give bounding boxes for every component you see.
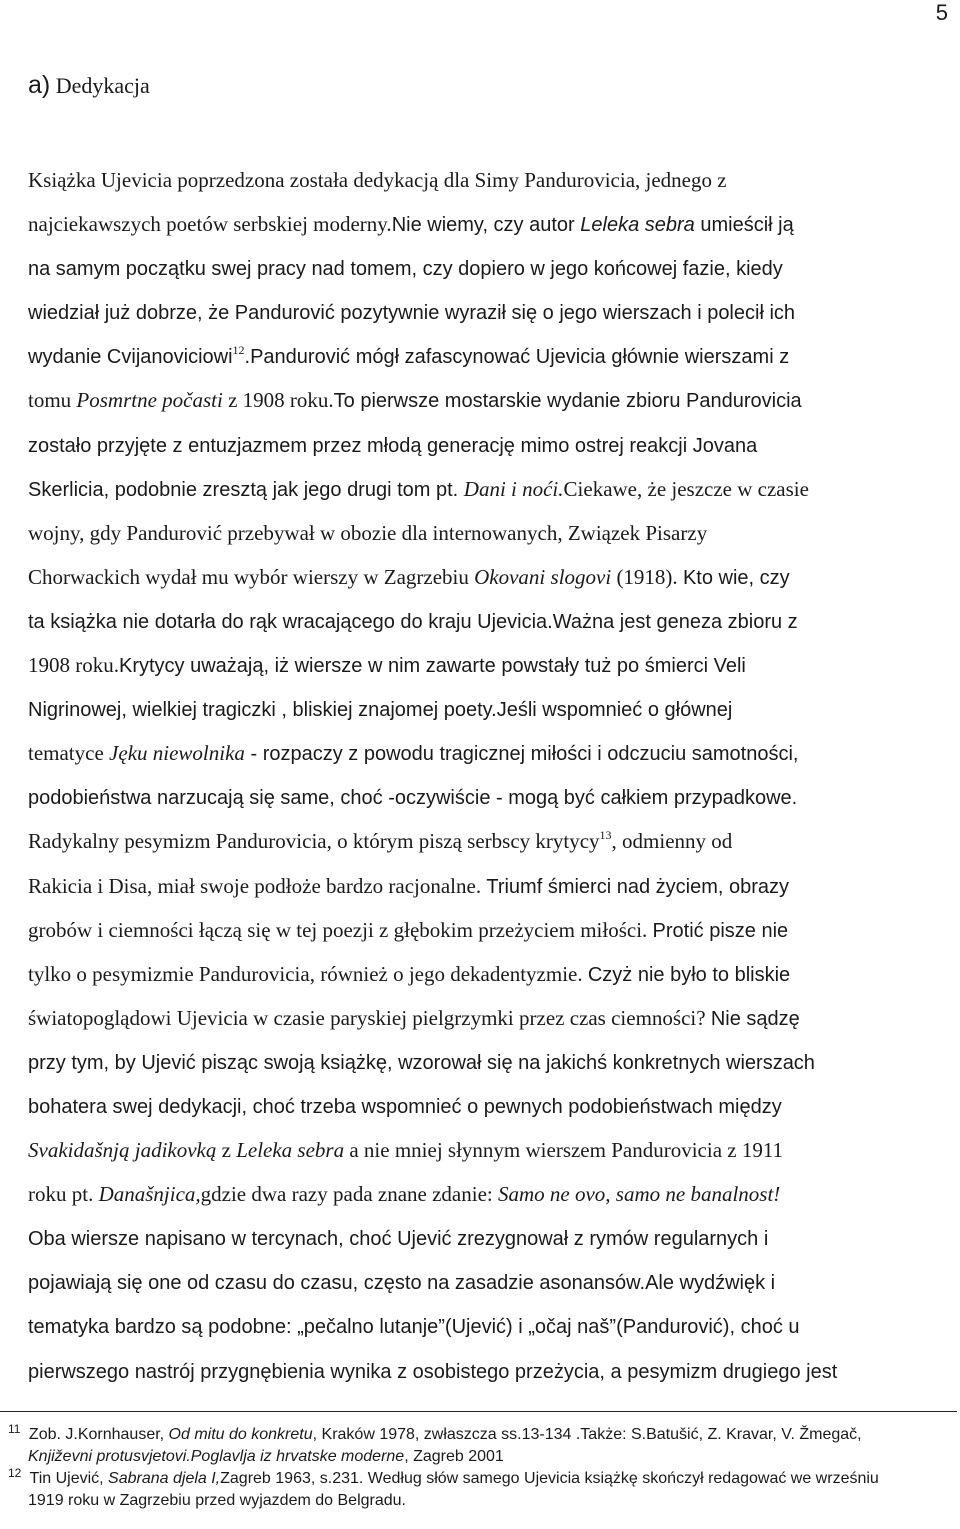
text-run: Czyż nie było to bliskie [587,963,791,986]
paragraph-line [28,1128,958,1172]
text-run: grobów i ciemności łączą się w tej poezji z głębokim przeżyciem miłości. [28,917,653,942]
text-run: Nigrinowej, wielkiej tragiczki , bliskiej znajomej poety. [28,699,497,722]
text-run: - rozpaczy z powodu tragicznej miłości i odczuciu samotności, [244,743,799,766]
text-run: wydanie Cvijanoviciowi [28,346,233,369]
text-run: a nie mniej słynnym wierszem Pandurovicia z 1911 [344,1138,784,1163]
text-run: 1908 roku. [28,653,119,678]
paragraph-line [28,202,958,246]
text-run: gdzie dwa razy pada znane zdanie: [200,1182,498,1207]
footnote-line [8,1490,953,1512]
paragraph-line [28,687,958,731]
paragraph-line [28,996,958,1040]
text-run: zostało przyjęte z entuzjazmem przez młodą generację mimo ostrej reakcji Jovana [28,434,758,457]
text-run: Nie sądzę [710,1007,800,1030]
text-run: Nie wiemy, czy autor [391,214,581,237]
text-run: wiedział już dobrze, że Pandurović pozytywnie wyraził się o jego wierszach i polecił ich [28,302,796,325]
paragraph-line [28,1172,958,1216]
text-run: Današnjica, [98,1182,201,1207]
text-run: Ciekawe, że jeszcze w czasie [563,476,809,501]
text-run: Od mitu do konkretu [168,1426,313,1443]
text-run: z [216,1138,237,1163]
text-run: 1919 roku w Zagrzebiu przed wyjazdem do Belgradu. [28,1492,406,1509]
text-run: , Kraków 1978, zwłaszcza ss.13-134 .Także: S.Batušić, Z. Kravar, V. Žmegač, [312,1426,862,1443]
text-run: tylko o pesymizmie Pandurovicia, również o jego dekadentyzmie. [28,961,588,986]
text-run: Poglavlja iz hrvatske moderne [190,1448,405,1465]
paragraph-line [28,1349,958,1393]
text-run: Rakicia i Disa, miał swoje podłoże bardzo racjonalne. [28,873,487,898]
paragraph-line [28,908,958,952]
text-run: bohatera swej dedykacji, choć trzeba wspomnieć o pewnych podobieństwach między [28,1095,782,1118]
paragraph-line [28,864,958,908]
text-run: przy tym, by Ujević pisząc swoją książkę, wzorował się na jakichś konkretnych wierszach [28,1051,815,1074]
text-run: Posmrtne počasti [76,388,223,413]
text-run: tematyka bardzo są podobne: „pečalno lutanje”(Ujević) i „očaj naš”(Pandurović), choć u [28,1316,800,1339]
text-run: na samym początku swej pracy nad tomem, czy dopiero w jego końcowej fazie, kiedy [28,258,783,281]
text-run: Chorwackich wydał mu wybór wierszy w Zagrzebiu [28,564,475,589]
text-run: Dani i noći. [463,476,564,501]
paragraph-line [28,1304,958,1348]
text-run: Kto wie, czy [682,566,790,589]
paragraph-line [28,158,958,202]
text-run: Krytycy uważają, iż wiersze w nim zawarte powstały tuż po śmierci Veli [119,655,746,678]
section-heading [28,70,150,101]
paragraph-line [28,775,958,819]
text-run: światopoglądowi Ujevicia w czasie paryskiej pielgrzymki przez czas ciemności? [28,1005,711,1030]
text-run: umieścił ją [694,214,794,237]
text-run: pierwszego nastrój przygnębienia wynika z osobistego przeżycia, a pesymizm drugiego jest [28,1360,838,1383]
text-run: Triumf śmierci nad życiem, obrazy [486,875,789,898]
text-run: Zob. J.Kornhauser, [24,1426,169,1443]
body-text [28,158,958,1393]
paragraph-line [28,1084,958,1128]
paragraph-line [28,290,958,334]
footnote-divider [0,1411,957,1412]
text-run: To pierwsze mostarskie wydanie zbioru Pandurovicia [333,390,802,413]
text-run: Radykalny pesymizm Pandurovicia, o którym piszą serbscy krytycy [28,829,600,854]
text-run: , odmienny od [611,829,733,854]
footnotes [8,1424,953,1512]
text-run: Leleka sebra [236,1138,345,1163]
text-run: Zagreb 1963, s.231. Według słów samego Ujevicia książkę skończył redagować we wrześniu [220,1470,879,1487]
paragraph-line [28,1216,958,1260]
paragraph-line [28,378,958,422]
paragraph-line [28,731,958,775]
text-run: , Zagreb 2001 [404,1448,504,1465]
text-run: .Pandurović mógł zafascynować Ujevicia głównie wierszami z [244,346,790,369]
text-run: Leleka sebra [580,214,695,237]
text-run: roku pt. [28,1182,99,1207]
text-run: Samo ne ovo, samo ne banalnost! [498,1182,781,1207]
section-title: Dedykacja [55,73,150,98]
text-run: Oba wiersze napisano w tercynach, choć Ujević zrezygnował z rymów regularnych i [28,1228,769,1251]
text-run: pojawiają się one od czasu do czasu, często na zasadzie asonansów. [28,1272,646,1295]
paragraph-line [28,1260,958,1304]
paragraph-line [28,1040,958,1084]
text-run: wojny, gdy Pandurović przebywał w obozie dla internowanych, Związek Pisarzy [28,520,708,545]
text-run: Okovani slogovi [474,564,612,589]
paragraph-line [28,334,958,378]
text-run: Jęku niewolnika [109,741,245,766]
text-run: tomu [28,388,77,413]
text-run: Książka Ujevicia poprzedzona została dedykacją dla Simy Pandurovicia, jednego z [28,168,727,192]
text-run: najciekawszych poetów serbskiej moderny. [28,212,392,237]
text-run: tematyce [28,741,110,766]
paragraph-line [28,555,958,599]
footnote-ref: 13 [599,828,612,843]
text-run: podobieństwa narzucają się same, choć -oczywiście - mogą być całkiem przypadkowe. [28,787,798,810]
paragraph-line [28,952,958,996]
footnote-ref: 12 [232,343,245,358]
paragraph-line [28,511,958,555]
text-run: Protić pisze nie [652,919,789,942]
footnote-line [8,1424,953,1446]
paragraph-line [28,467,958,511]
text-run: z 1908 roku. [222,388,334,413]
text-run: Skerlicia, podobnie zresztą jak jego drugi tom pt. [28,478,464,501]
text-run: Svakidašnją jadikovką [28,1138,217,1163]
footnote-ref: 12 [8,1466,22,1480]
paragraph-line [28,599,958,643]
paragraph-line [28,819,958,863]
text-run: Sabrana djela I, [108,1470,221,1487]
footnote-line [8,1446,953,1468]
section-label: a) [28,71,51,99]
paragraph-line [28,246,958,290]
page-number: 5 [935,0,948,25]
text-run: (1918). [611,564,683,589]
footnote-ref: 11 [8,1422,21,1436]
text-run: Jeśli wspomnieć o głównej [496,699,733,722]
text-run: ta książka nie dotarła do rąk wracającego do kraju Ujevicia. [28,610,553,633]
footnote-line [8,1468,953,1490]
text-run: Ważna jest geneza zbioru z [552,610,798,633]
paragraph-line [28,423,958,467]
text-run: Tin Ujević, [25,1470,109,1487]
text-run: Ale wydźwięk i [645,1272,776,1295]
paragraph-line [28,643,958,687]
text-run: Književni protusvjetovi. [28,1448,191,1465]
